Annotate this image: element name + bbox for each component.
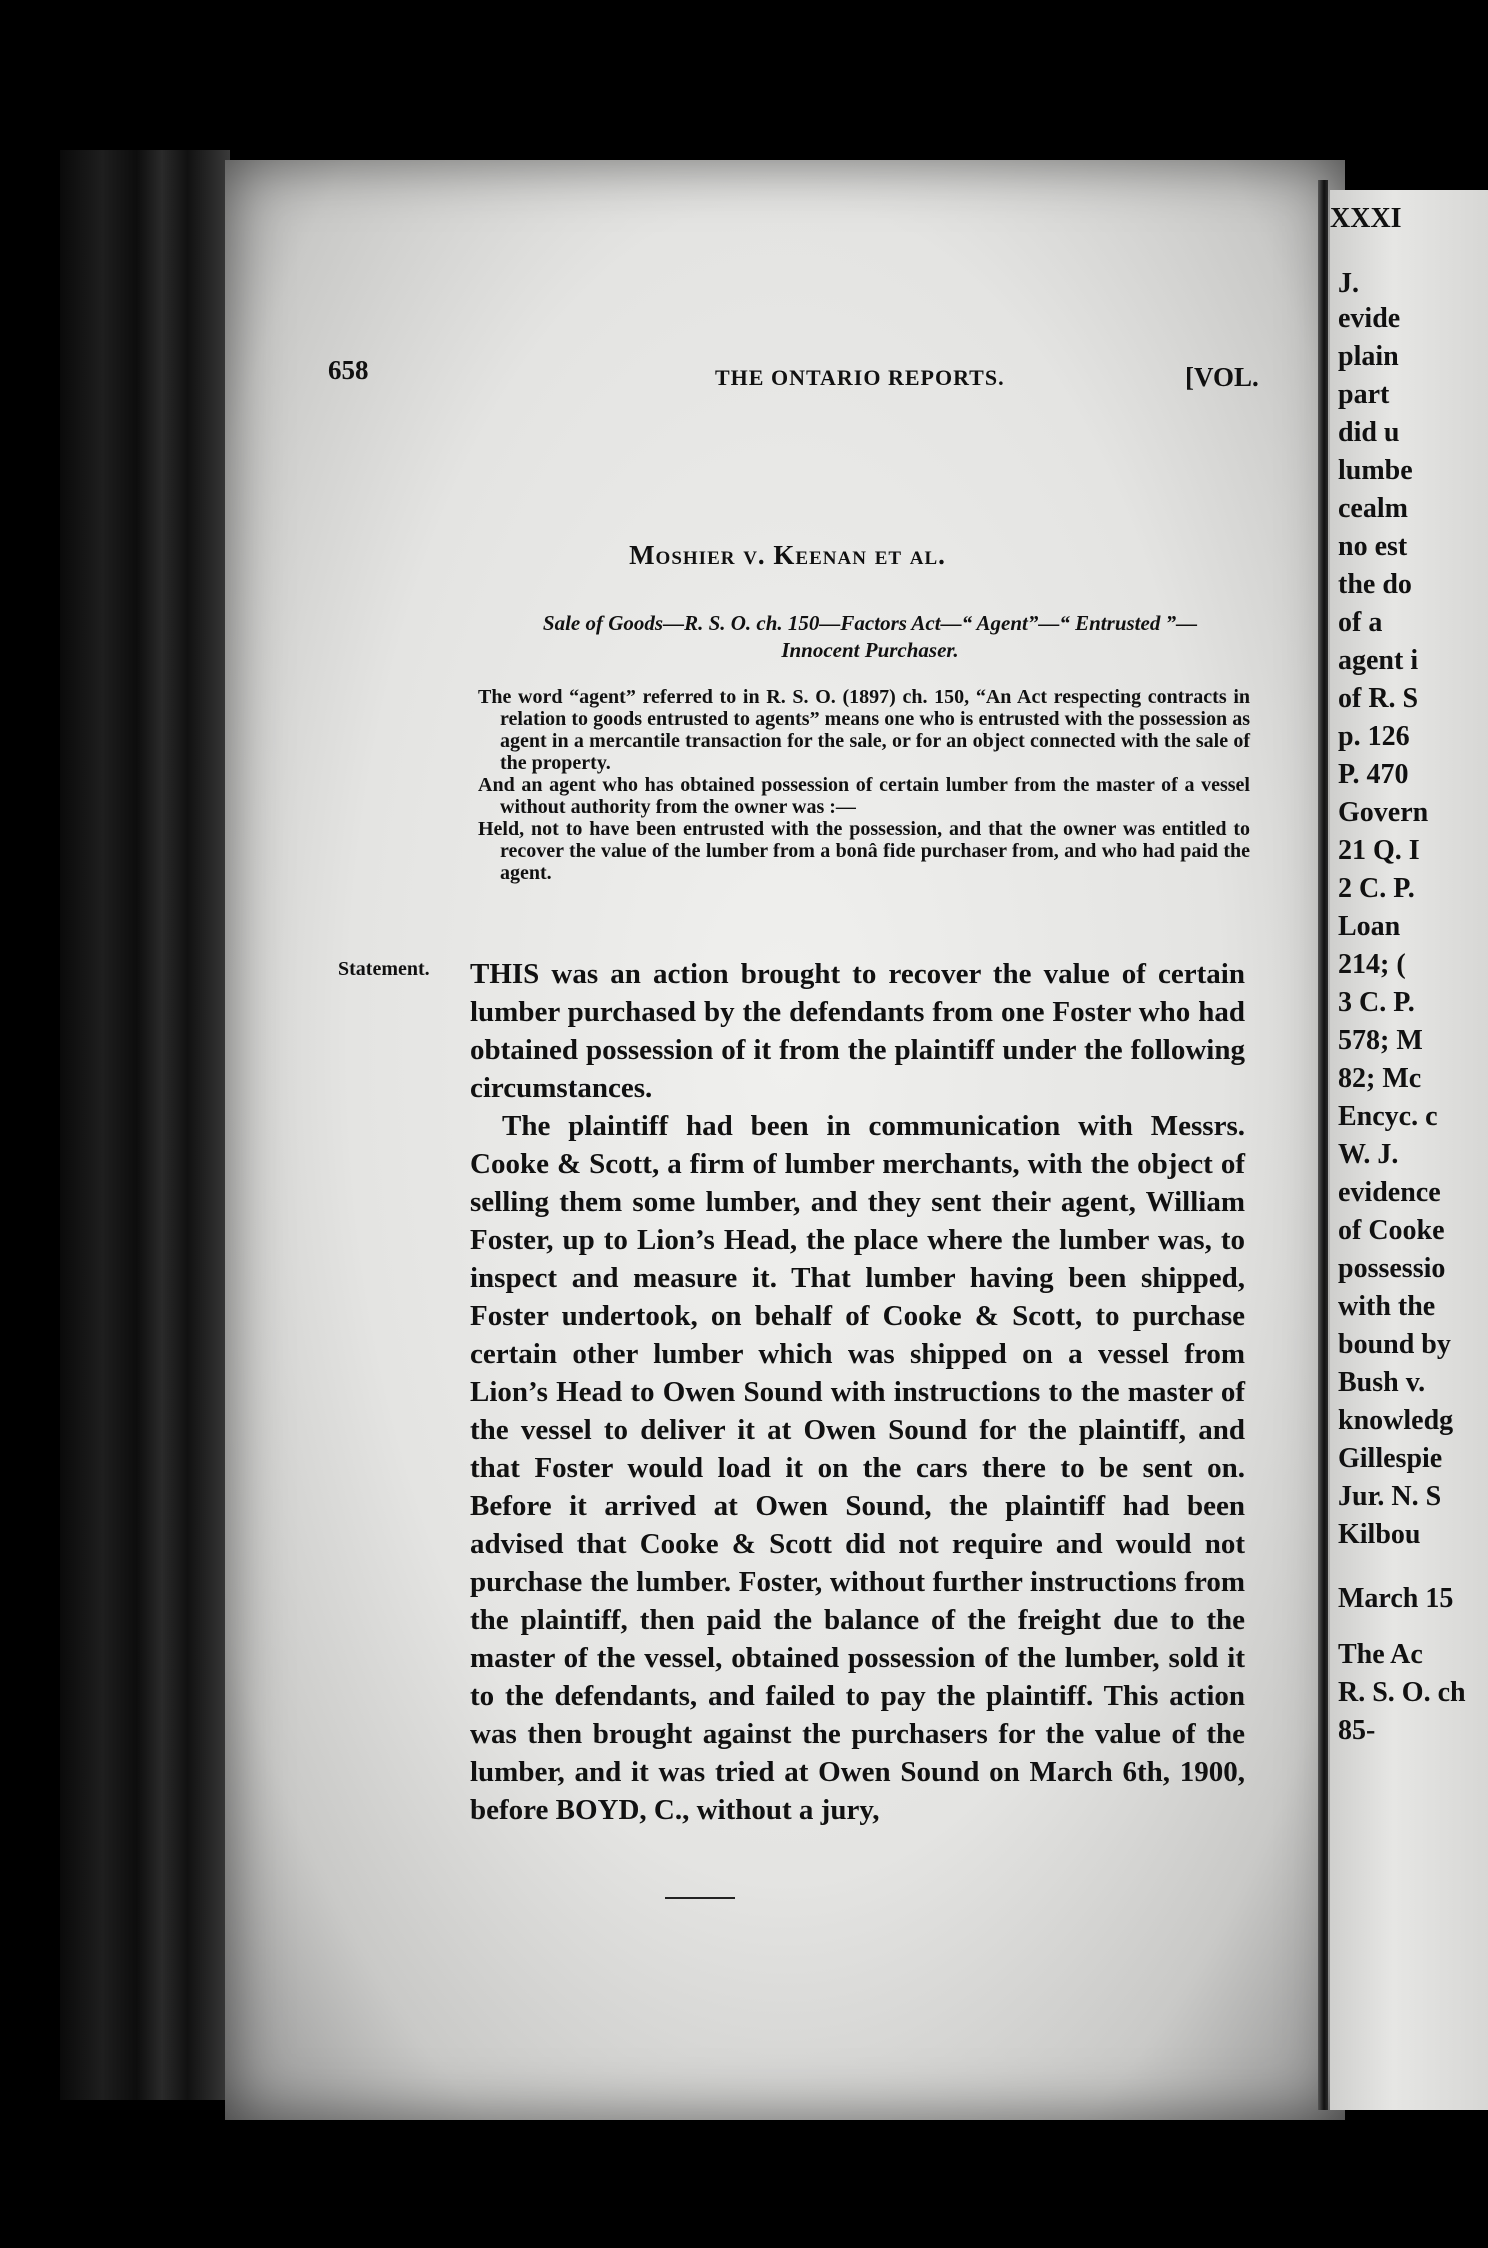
facing-page-line: plain — [1338, 341, 1399, 372]
catchline — [475, 610, 1265, 664]
facing-page-line: cealm — [1338, 493, 1408, 524]
body-paragraph-2: The plaintiff had been in communication with Messrs. Cooke & Scott, a firm of lumber merchants, with the object of selling them some lumber, and they sent their agent, William Foster, up to Lion’s Head, the place where the lumber was, to inspect and measure it. That lumber having been shipped, Foster undertook, on behalf of Cooke & Scott, to purchase certain other lumber which was shipped on a vessel from Lion’s Head to Owen Sound with instructions to the master of the vessel to deliver it at Owen Sound for the plaintiff, and that Foster would load it on the cars there to be sent on. Before it arrived at Owen Sound, the plaintiff had been advised that Cooke & Scott did not require and would not purchase the lumber. Foster, without further instructions from the plaintiff, then paid the balance of the freight due to the master of the vessel, obtained possession of the lumber, sold it to the defendants, and failed to pay the plaintiff. This action was then brought against the purchasers for the value of the lumber, and it was tried at Owen Sound on March 6th, 1900, before BOYD, C., without a jury, — [470, 1110, 1245, 1826]
headnote — [478, 686, 1250, 884]
facing-page-line: 21 Q. I — [1338, 835, 1420, 866]
facing-page-line: Kilbou — [1338, 1519, 1421, 1550]
facing-page-line: March 15 — [1338, 1583, 1454, 1614]
page-number: 658 — [328, 355, 369, 385]
facing-page-line: XXXI — [1330, 203, 1402, 234]
running-head: THE ONTARIO REPORTS. — [715, 365, 1005, 390]
headnote-paragraph: And an agent who has obtained possession of certain lumber from the master of a vessel without authority from the owner was :— — [478, 774, 1250, 818]
facing-page-line: of a — [1338, 607, 1383, 638]
facing-page-line: the do — [1338, 569, 1412, 600]
facing-page-line: P. 470 — [1338, 759, 1409, 790]
volume-mark: [VOL. — [1185, 362, 1259, 392]
facing-page-line: W. J. — [1338, 1139, 1399, 1170]
margin-note-statement: Statement. — [338, 958, 430, 980]
facing-page-line: 214; ( — [1338, 949, 1406, 980]
catchline-line-2: Innocent Purchaser. — [781, 638, 959, 662]
facing-page-fragment — [1330, 190, 1488, 2110]
facing-page-line: lumbe — [1338, 455, 1413, 486]
facing-page-line: with the — [1338, 1291, 1436, 1322]
facing-page-line: Jur. N. S — [1338, 1481, 1442, 1512]
facing-page-line: evidence — [1338, 1177, 1441, 1208]
facing-page-line: 85- — [1338, 1715, 1376, 1746]
body-paragraph-1: THIS was an action brought to recover the value of certain lumber purchased by the defendants from one Foster who had obtained possession of it from the plaintiff under the following circumstances. — [470, 958, 1245, 1104]
page-divider — [1318, 180, 1328, 2110]
facing-page-line: Bush v. — [1338, 1367, 1426, 1398]
facing-page-line: p. 126 — [1338, 721, 1410, 752]
book-gutter — [60, 150, 230, 2100]
catchline-line-1: Sale of Goods—R. S. O. ch. 150—Factors Act—“ Agent”—“ Entrusted ”— — [542, 611, 1198, 635]
facing-page-line: no est — [1338, 531, 1408, 562]
facing-page-line: possessio — [1338, 1253, 1446, 1284]
facing-page-line: The Ac — [1338, 1639, 1423, 1670]
facing-page-line: evide — [1338, 303, 1401, 334]
case-title: Moshier v. Keenan et al. — [629, 540, 946, 570]
body-text — [470, 955, 1245, 1829]
facing-page-line: did u — [1338, 417, 1400, 448]
facing-page-line: of Cooke — [1338, 1215, 1445, 1246]
facing-page-line: of R. S — [1338, 683, 1419, 714]
facing-page-line: Encyc. c — [1338, 1101, 1438, 1132]
facing-page-line: 578; M — [1338, 1025, 1423, 1056]
facing-page-line: Govern — [1338, 797, 1429, 828]
facing-page-line: Gillespie — [1338, 1443, 1443, 1474]
facing-page-line: part — [1338, 379, 1390, 410]
facing-page-line: 82; Mc — [1338, 1063, 1422, 1094]
facing-page-line: J. — [1338, 268, 1359, 299]
facing-page-line: Loan — [1338, 911, 1401, 942]
end-rule — [665, 1897, 735, 1899]
headnote-paragraph: Held, not to have been entrusted with the possession, and that the owner was entitled to recover the value of the lumber from a bonâ fide purchaser from, and who had paid the agent. — [478, 818, 1250, 884]
facing-page-line: knowledg — [1338, 1405, 1454, 1436]
headnote-paragraph: The word “agent” referred to in R. S. O. (1897) ch. 150, “An Act respecting contracts in relation to goods entrusted to agents” means one who is entrusted with the possession as agent in a mercantile transaction for the sale, or for an object connected with the sale of the property. — [478, 686, 1250, 774]
facing-page-line: agent i — [1338, 645, 1419, 676]
facing-page-line: R. S. O. ch — [1338, 1677, 1466, 1708]
facing-page-line: 3 C. P. — [1338, 987, 1415, 1018]
facing-page-line: 2 C. P. — [1338, 873, 1415, 904]
facing-page-line: bound by — [1338, 1329, 1451, 1360]
